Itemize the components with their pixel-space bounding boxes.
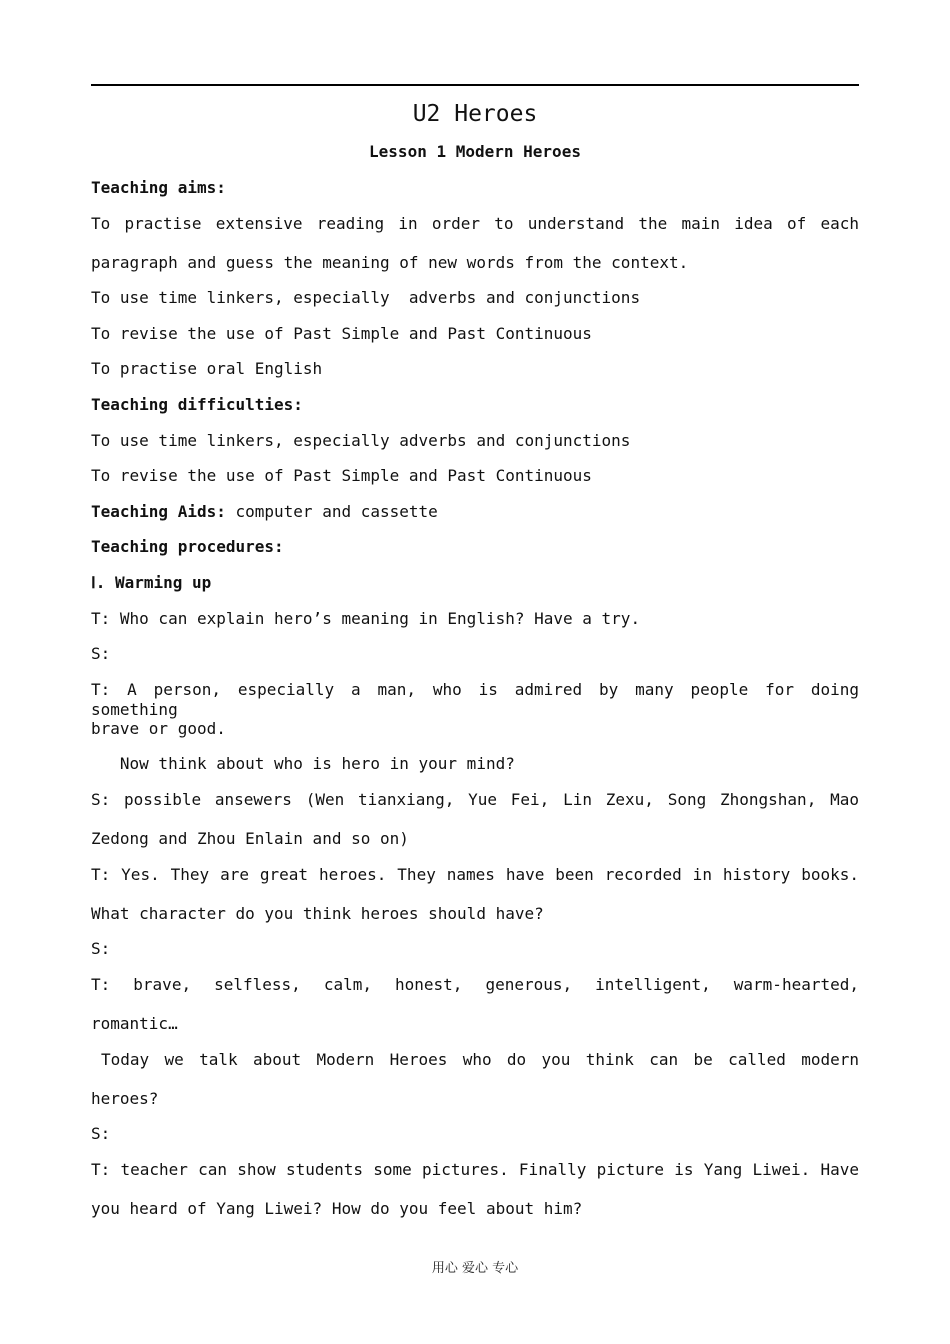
page-title: U2 Heroes [412,101,538,127]
dialogue-line: S: possible ansewers (Wen tianxiang, Yue Fei, Lin Zexu, Song Zhongshan, Mao [91,790,859,809]
aims-heading: Teaching aims: [91,178,226,197]
dialogue-line: brave or good. [91,719,226,738]
aims-line-3: To revise the use of Past Simple and Past Continuous [91,324,592,343]
dialogue-line: S: [91,1124,111,1143]
aims-line-2: To use time linkers, especially adverbs and conjunctions [91,288,641,307]
dialogue-line: heroes? [91,1089,159,1108]
difficulties-line-1: To use time linkers, especially adverbs and conjunctions [91,431,631,450]
dialogue-line: you heard of Yang Liwei? How do you feel about him? [91,1199,583,1218]
section-heading-warming-up: Ⅰ. Warming up [91,573,212,592]
dialogue-line: T: A person, especially a man, who is admired by many people for doing something [91,680,859,719]
aids-label: Teaching Aids: [91,502,226,521]
page-footer: 用心 爱心 专心 [431,1261,519,1276]
dialogue-line: T: teacher can show students some pictures. Finally picture is Yang Liwei. Have [91,1160,859,1179]
difficulties-heading: Teaching difficulties: [91,395,303,414]
dialogue-line: T: Yes. They are great heroes. They names have been recorded in history books. [91,865,859,884]
aims-line-1a: To practise extensive reading in order to understand the main idea of each [91,214,859,233]
dialogue-line: T: Who can explain hero’s meaning in English? Have a try. [91,609,641,628]
aims-line-4: To practise oral English [91,359,323,378]
lesson-subtitle: Lesson 1 Modern Heroes [369,142,581,161]
dialogue-line: T: brave, selfless, calm, honest, generous, intelligent, warm-hearted, [91,975,859,994]
aims-line-1b: paragraph and guess the meaning of new words from the context. [91,253,689,272]
difficulties-line-2: To revise the use of Past Simple and Past Continuous [91,466,592,485]
aids-line [91,502,859,522]
dialogue-line: S: [91,644,111,663]
dialogue-line: What character do you think heroes should have? [91,904,544,923]
header-rule [91,84,859,86]
dialogue-line: Today we talk about Modern Heroes who do you think can be called modern [101,1050,859,1069]
dialogue-line: Now think about who is hero in your mind? [91,754,515,773]
procedures-heading: Teaching procedures: [91,537,284,556]
dialogue-line: Zedong and Zhou Enlain and so on) [91,829,409,848]
aids-value: computer and cassette [225,502,438,521]
dialogue-line: romantic… [91,1014,178,1033]
dialogue-line: S: [91,939,111,958]
